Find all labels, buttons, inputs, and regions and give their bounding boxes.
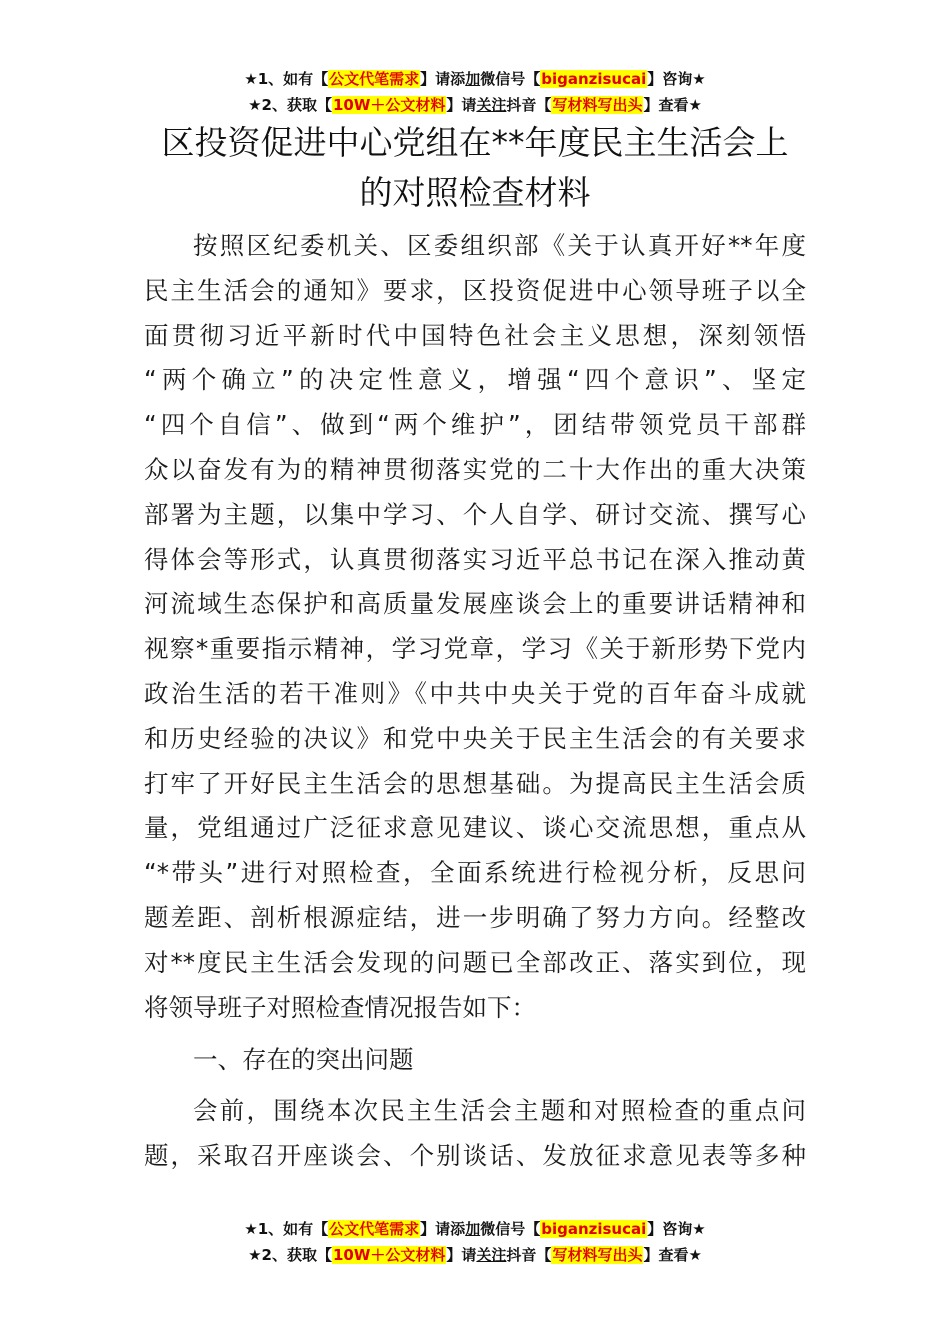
douyin-highlight: 写材料写出头: [552, 96, 643, 114]
wechat-id-highlight: biganzisucai: [541, 1220, 647, 1238]
body-line: 和历史经验的决议》和党中央关于民主生活会的有关要求: [144, 723, 806, 753]
notice-highlight: 公文代笔需求: [329, 70, 420, 88]
notice-line-2: ★2、获取【10W＋公文材料】请关注抖音【写材料写出头】查看★: [248, 96, 702, 114]
douyin-highlight: 写材料写出头: [552, 1246, 643, 1264]
body-line: 面贯彻习近平新时代中国特色社会主义思想，深刻领悟: [144, 320, 806, 350]
body-line: 河流域生态保护和高质量发展座谈会上的重要讲话精神和: [144, 589, 806, 619]
body-line: 会前，围绕本次民主生活会主题和对照检查的重点问: [193, 1096, 806, 1126]
body-line: 将领导班子对照检查情况报告如下：: [144, 992, 536, 1022]
header-notice: [0, 66, 950, 118]
body-line: 视察*重要指示精神，学习党章，学习《关于新形势下党内: [144, 634, 806, 664]
body-line: 众以奋发有为的精神贯彻落实党的二十大作出的重大决策: [144, 454, 806, 484]
body-line: 量，党组通过广泛征求意见建议、谈心交流思想，重点从: [144, 813, 806, 843]
title-line-1: 区投资促进中心党组在**年度民主生活会上: [161, 123, 789, 162]
notice-highlight: 公文代笔需求: [329, 1220, 420, 1238]
section-heading: 一、存在的突出问题: [193, 1045, 414, 1075]
body-line: 题差距、剖析根源症结，进一步明确了努力方向。经整改: [144, 902, 806, 932]
body-line: 对**度民主生活会发现的问题已全部改正、落实到位，现: [144, 947, 806, 977]
body-line: 题，采取召开座谈会、个别谈话、发放征求意见表等多种: [144, 1140, 806, 1170]
body-line: “四个自信”、做到“两个维护”，团结带领党员干部群: [144, 410, 806, 440]
footer-notice: [0, 1216, 950, 1268]
notice-line-1: ★1、如有【公文代笔需求】请添加微信号【biganzisucai】咨询★: [244, 1220, 706, 1238]
notice-highlight: 10W＋公文材料: [332, 96, 446, 114]
body-line: “*带头”进行对照检查，全面系统进行检视分析，反思问: [144, 858, 806, 888]
body-line: 按照区纪委机关、区委组织部《关于认真开好**年度: [193, 231, 806, 260]
body-line: 部署为主题，以集中学习、个人自学、研讨交流、撰写心: [144, 499, 806, 529]
body-line: 打牢了开好民主生活会的思想基础。为提高民主生活会质: [144, 768, 806, 798]
notice-line-2: ★2、获取【10W＋公文材料】请关注抖音【写材料写出头】查看★: [248, 1246, 702, 1264]
notice-line-1: ★1、如有【公文代笔需求】请添加微信号【biganzisucai】咨询★: [244, 70, 706, 88]
wechat-id-highlight: biganzisucai: [541, 70, 647, 88]
body-line: “两个确立”的决定性意义，增强“四个意识”、坚定: [144, 365, 806, 395]
body-line: 民主生活会的通知》要求，区投资促进中心领导班子以全: [144, 275, 806, 305]
body-line: 得体会等形式，认真贯彻落实习近平总书记在深入推动黄: [144, 544, 806, 574]
body-line: 政治生活的若干准则》《中共中央关于党的百年奋斗成就: [144, 678, 806, 708]
notice-highlight: 10W＋公文材料: [332, 1246, 446, 1264]
title-line-2: 的对照检查材料: [359, 173, 591, 212]
document-body: [144, 224, 806, 1179]
document-title: [0, 118, 950, 218]
